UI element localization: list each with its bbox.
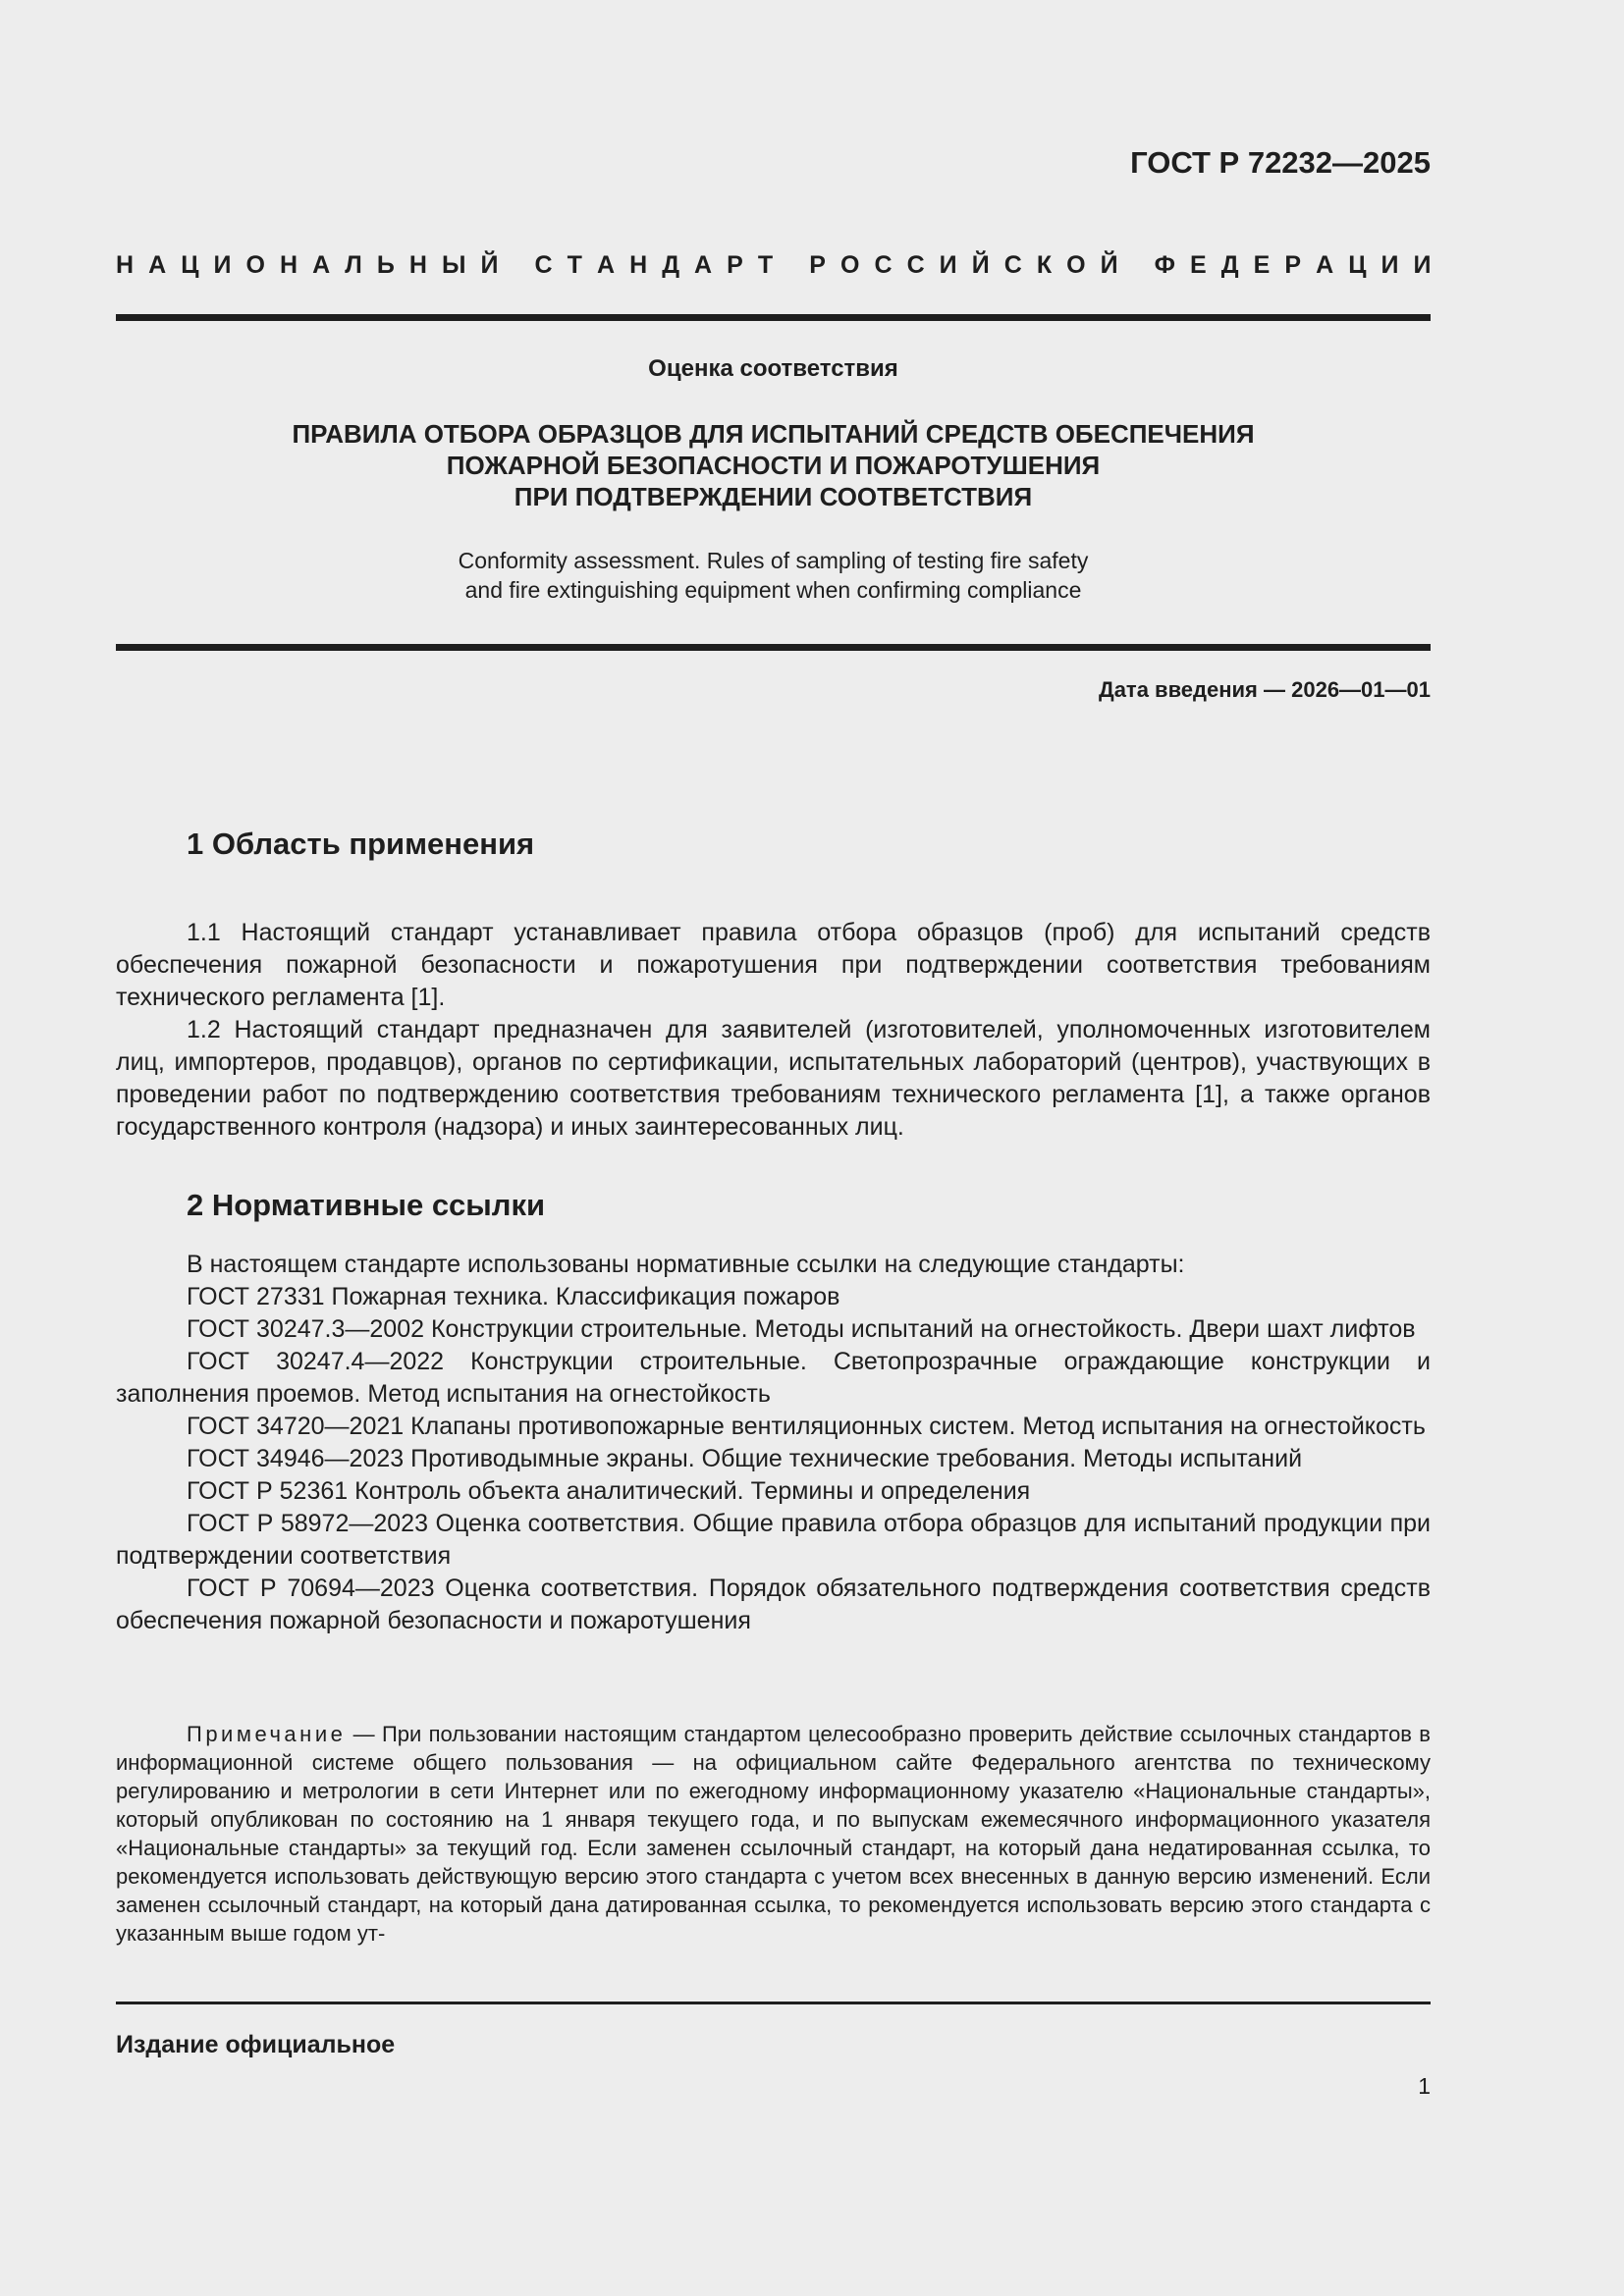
reference-item: ГОСТ 30247.3—2002 Конструкции строительные. Методы испытаний на огнестойкость. Двери шахт лифтов bbox=[187, 1315, 1416, 1343]
title-bottom-rule bbox=[116, 644, 1431, 651]
reference-item: ГОСТ 34946—2023 Противодымные экраны. Общие технические требования. Методы испытаний bbox=[187, 1445, 1303, 1472]
reference-item: ГОСТ Р 58972—2023 Оценка соответствия. Общие правила отбора образцов для испытаний продукции при подтверждении соответствия bbox=[116, 1510, 1431, 1570]
english-title-line: Conformity assessment. Rules of sampling of testing fire safety bbox=[458, 548, 1089, 573]
note-text: — При пользовании настоящим стандартом целесообразно проверить действие ссылочных стандартов в информационной системе общего пользования — на официальном сайте Федерального агентства по техническому регулированию и метрологии в сети Интернет или по ежегодному информационному указателю «Национальные стандарты», который опубликован по состоянию на 1 января текущего года, и по выпускам ежемесячного информационного указателя «Национальные стандарты» за текущий год. Если заменен ссылочный стандарт, на который дана недатированная ссылка, то рекомендуется использовать действующую версию этого стандарта с учетом всех внесенных в данную версию изменений. Если заменен ссылочный стандарт, на который дана датированная ссылка, то рекомендуется использовать версию этого стандарта с указанным выше годом ут- bbox=[116, 1722, 1431, 1946]
english-title-line: and fire extinguishing equipment when confirming compliance bbox=[464, 577, 1082, 603]
page-number: 1 bbox=[1418, 2073, 1431, 2099]
official-edition: Издание официальное bbox=[116, 2031, 396, 2058]
paragraph: 1.1 Настоящий стандарт устанавливает правила отбора образцов (проб) для испытаний средств обеспечения пожарной безопасности и пожаротушения при подтверждении соответствия требованиям технического регламента [1]. bbox=[116, 919, 1431, 1011]
note-label: Примечание bbox=[187, 1722, 347, 1746]
reference-item: ГОСТ 27331 Пожарная техника. Классификация пожаров bbox=[187, 1283, 840, 1310]
note bbox=[116, 1720, 1431, 1948]
paragraph: В настоящем стандарте использованы нормативные ссылки на следующие стандарты: bbox=[187, 1251, 1185, 1278]
reference-item: ГОСТ Р 52361 Контроль объекта аналитический. Термины и определения bbox=[187, 1477, 1031, 1505]
section-2-body bbox=[116, 1249, 1431, 1637]
national-standard-banner: Н А Ц И О Н А Л Ь Н Ы Й С Т А Н Д А Р Т Р О С С И Й С К О Й Ф Е Д Е Р А Ц И И bbox=[116, 251, 1432, 279]
main-title-line: ПРИ ПОДТВЕРЖДЕНИИ СООТВЕТСТВИЯ bbox=[514, 482, 1033, 511]
reference-item: ГОСТ 30247.4—2022 Конструкции строительные. Светопрозрачные ограждающие конструкции и заполнения проемов. Метод испытания на огнестойкость bbox=[116, 1348, 1431, 1408]
top-rule bbox=[116, 314, 1431, 321]
section-2-heading: 2 Нормативные ссылки bbox=[187, 1188, 546, 1222]
main-title-line: ПОЖАРНОЙ БЕЗОПАСНОСТИ И ПОЖАРОТУШЕНИЯ bbox=[446, 451, 1101, 480]
main-title bbox=[116, 418, 1431, 512]
main-title-line: ПРАВИЛА ОТБОРА ОБРАЗЦОВ ДЛЯ ИСПЫТАНИЙ СРЕДСТВ ОБЕСПЕЧЕНИЯ bbox=[292, 419, 1255, 449]
english-title bbox=[116, 546, 1431, 605]
section-1-heading: 1 Область применения bbox=[187, 827, 535, 861]
gost-code: ГОСТ Р 72232—2025 bbox=[1130, 145, 1431, 180]
footer-rule bbox=[116, 2002, 1431, 2004]
reference-item: ГОСТ Р 70694—2023 Оценка соответствия. Порядок обязательного подтверждения соответствия средств обеспечения пожарной безопасности и пожаротушения bbox=[116, 1575, 1431, 1634]
reference-item: ГОСТ 34720—2021 Клапаны противопожарные вентиляционных систем. Метод испытания на огнестойкость bbox=[187, 1413, 1426, 1440]
intro-date: Дата введения — 2026—01—01 bbox=[1099, 677, 1431, 702]
subtitle: Оценка соответствия bbox=[648, 355, 898, 382]
paragraph: 1.2 Настоящий стандарт предназначен для заявителей (изготовителей, уполномоченных изготовителем лиц, импортеров, продавцов), органов по сертификации, испытательных лабораторий (центров), участвующих в проведении работ по подтверждению соответствия требованиям технического регламента [1], а также органов государственного контроля (надзора) и иных заинтересованных лиц. bbox=[116, 1016, 1431, 1141]
section-1-body bbox=[116, 917, 1431, 1144]
